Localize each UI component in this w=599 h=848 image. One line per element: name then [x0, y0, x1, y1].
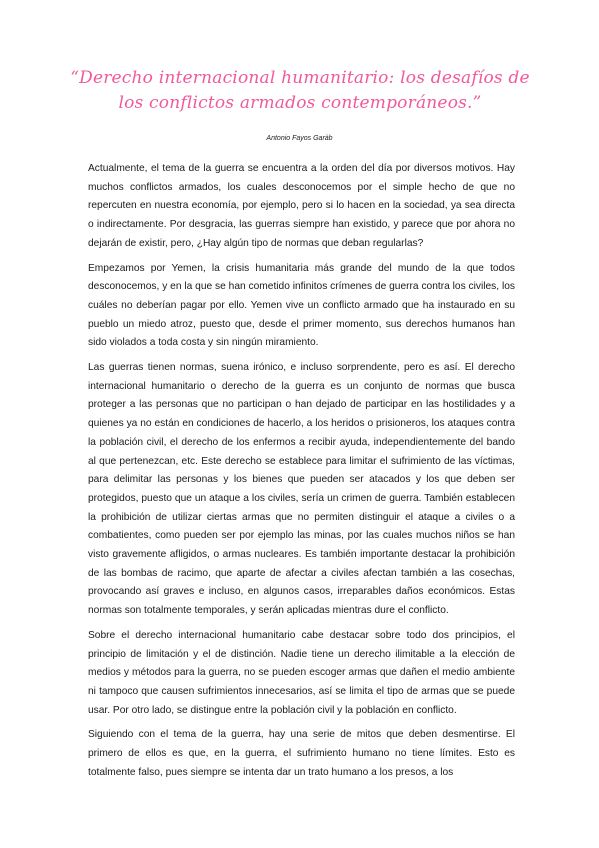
- document-body: [88, 160, 515, 789]
- paragraph: Siguiendo con el tema de la guerra, hay una serie de mitos que deben desmentirse. El primero de ellos es que, en la guerra, el sufrimiento humano no tiene límites. Esto es totalmente falso, pues siempre se intenta dar un trato humano a los presos, a los: [88, 729, 515, 778]
- document-title: “Derecho internacional humanitario: los desafíos de los conflictos armados contemporáneos.”: [70, 68, 530, 113]
- paragraph: Las guerras tienen normas, suena irónico, e incluso sorprendente, pero es así. El derecho internacional humanitario o derecho de la guerra es un conjunto de normas que busca proteger a las personas que no participan o han dejado de participar en las hostilidades y a quienes ya no están en condiciones de hacerlo, a los heridos o prisioneros, los ataques contra la población civil, el derecho de los enfermos a recibir ayuda, independientemente del bando al que pertenezcan, etc. Este derecho se establece para limitar el sufrimiento de las víctimas, para delimitar las personas y los bienes que pueden ser atacados y los que deben ser protegidos, puesto que un ataque a los civiles, sería un crimen de guerra. También establecen la prohibición de utilizar ciertas armas que no permiten distinguir el ataque a civiles o a combatientes, como pueden ser por ejemplo las minas, por las cuales muchos niños se han visto gravemente afligidos, o armas nucleares. Es también importante destacar la prohibición de las bombas de racimo, que aparte de afectar a civiles afectan también a las cosechas, provocando así graves e incluso, en algunos casos, irreparables daños económicos. Estas normas son totalmente temporales, y serán aplicadas mientras dure el conflicto.: [88, 362, 515, 617]
- paragraph: Empezamos por Yemen, la crisis humanitaria más grande del mundo de la que todos desconocemos, y en la que se han cometido infinitos crímenes de guerra contra los civiles, los cuáles no deberían pagar por ello. Yemen vive un conflicto armado que ha instaurado en su pueblo un miedo atroz, puesto que, desde el primer momento, sus derechos humanos han sido violados a toda costa y sin ningún miramiento.: [88, 262, 515, 349]
- paragraph: Sobre el derecho internacional humanitario cabe destacar sobre todo dos principios, el principio de limitación y el de distinción. Nadie tiene un derecho ilimitable a la elección de medios y métodos para la guerra, no se pueden escoger armas que dañen el medio ambiente ni tampoco que causen sufrimientos innecesarios, así se limita el tipo de armas que se puede usar. Por otro lado, se distingue entre la población civil y la población en conflicto.: [88, 629, 515, 716]
- paragraph: Actualmente, el tema de la guerra se encuentra a la orden del día por diversos motivos. Hay muchos conflictos armados, los cuales desconocemos por el simple hecho de que no repercuten en nuestra economía, por ejemplo, pero si lo hacen en la sociedad, ya sea directa o indirectamente. Por desgracia, las guerras siempre han existido, y parece que por ahora no dejarán de existir, pero, ¿Hay algún tipo de normas que deban regularlas?: [88, 163, 515, 249]
- author-name: Antonio Fayos Garàb: [266, 135, 333, 142]
